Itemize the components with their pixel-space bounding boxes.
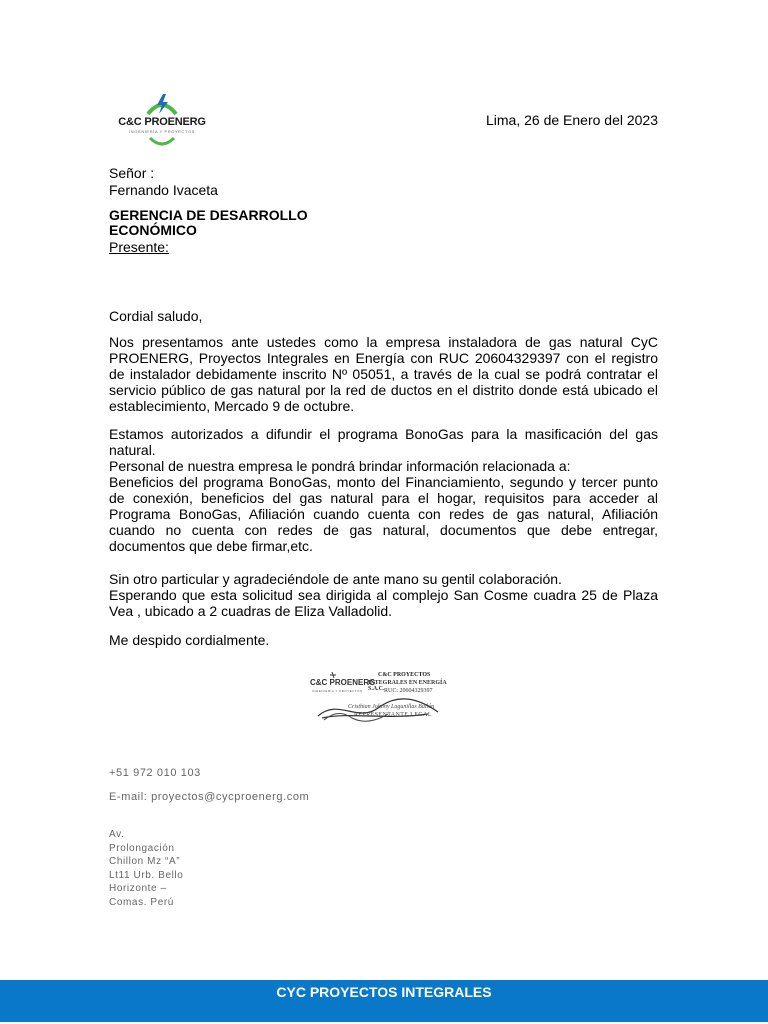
stamp-signer-name: Cristhian Johnny Lagunillas Bailón <box>348 704 435 710</box>
department-line-2: ECONÓMICO <box>109 222 197 238</box>
contact-email: E-mail: proyectos@cycproenerg.com <box>109 791 310 803</box>
salutation: Señor : <box>109 165 155 181</box>
closing: Me despido cordialmente. <box>109 632 270 648</box>
recipient-name: Fernando Ivaceta <box>109 182 218 198</box>
paragraph-benefits: Beneficios del programa BonoGas, monto del Financiamiento, segundo y tercer punto de conexión, beneficios del gas natural para el hogar, requisitos para acceder al Programa BonoGas, Afiliación cuando cuenta con redes de gas natural, Afiliación cuando no cuenta con redes de gas natural, documentos que debe entregar, documentos que debe firmar,etc. <box>109 474 658 554</box>
stamp-company: C&C PROYECTOS <box>378 672 431 678</box>
address-line: Comas. Perú <box>109 896 174 908</box>
presente-label: Presente: <box>109 239 169 255</box>
address-line: Chillon Mz “A” <box>109 856 181 867</box>
signature-stamp <box>308 668 464 730</box>
footer-text: CYC PROYECTOS INTEGRALES <box>276 984 492 1000</box>
paragraph-request: Esperando que esta solicitud sea dirigida al complejo San Cosme cuadra 25 de Plaza Vea , ubicado a 2 cuadras de Eliza Valladolid. <box>109 587 658 619</box>
stamp-company-full: INTEGRALES EN ENERGÍA S.A.C. <box>368 680 447 692</box>
letter-date: Lima, 26 de Enero del 2023 <box>485 112 658 128</box>
paragraph-intro: Nos presentamos ante ustedes como la empresa instaladora de gas natural CyC PROENERG, Proyectos Integrales en Energía con RUC 20604329397 con el registro de instalador debidamente inscrito Nº 05051, a través de la cual se podrá contratar el servicio público de gas natural por la red de ductos en el distrito donde está ubicado el establecimiento, Mercado 9 de octubre. <box>109 334 658 414</box>
address-line: Av. <box>109 829 125 840</box>
stamp-signer-role: REPRESENTANTE LEGAL <box>354 712 432 718</box>
stamp-ruc: RUC: 20604329397 <box>384 688 433 694</box>
greeting: Cordial saludo, <box>109 308 203 324</box>
stamp-logo-tagline: INGENIERÍA Y PROYECTOS <box>312 689 363 693</box>
footer-bar <box>0 980 768 1022</box>
contact-address <box>109 828 229 909</box>
department-line-1: GERENCIA DE DESARROLLO <box>109 207 308 223</box>
company-logo <box>112 92 212 150</box>
logo-brand: C&C PROENERG <box>118 116 206 128</box>
paragraph-bonogas: Estamos autorizados a difundir el programa BonoGas para la masificación del gas natural. <box>109 426 658 458</box>
paragraph-info: Personal de nuestra empresa le pondrá brindar información relacionada a: <box>109 458 571 474</box>
contact-phone: +51 972 010 103 <box>109 767 201 779</box>
address-line: Prolongación <box>109 842 175 854</box>
address-line: Lt11 Urb. Bello <box>109 869 184 881</box>
paragraph-thanks: Sin otro particular y agradeciéndole de ante mano su gentil colaboración. <box>109 571 562 587</box>
logo-tagline: INGENIERÍA Y PROYECTOS <box>129 129 195 134</box>
stamp-logo: C&C PROENERG <box>310 678 376 687</box>
address-line: Horizonte – <box>109 883 167 894</box>
